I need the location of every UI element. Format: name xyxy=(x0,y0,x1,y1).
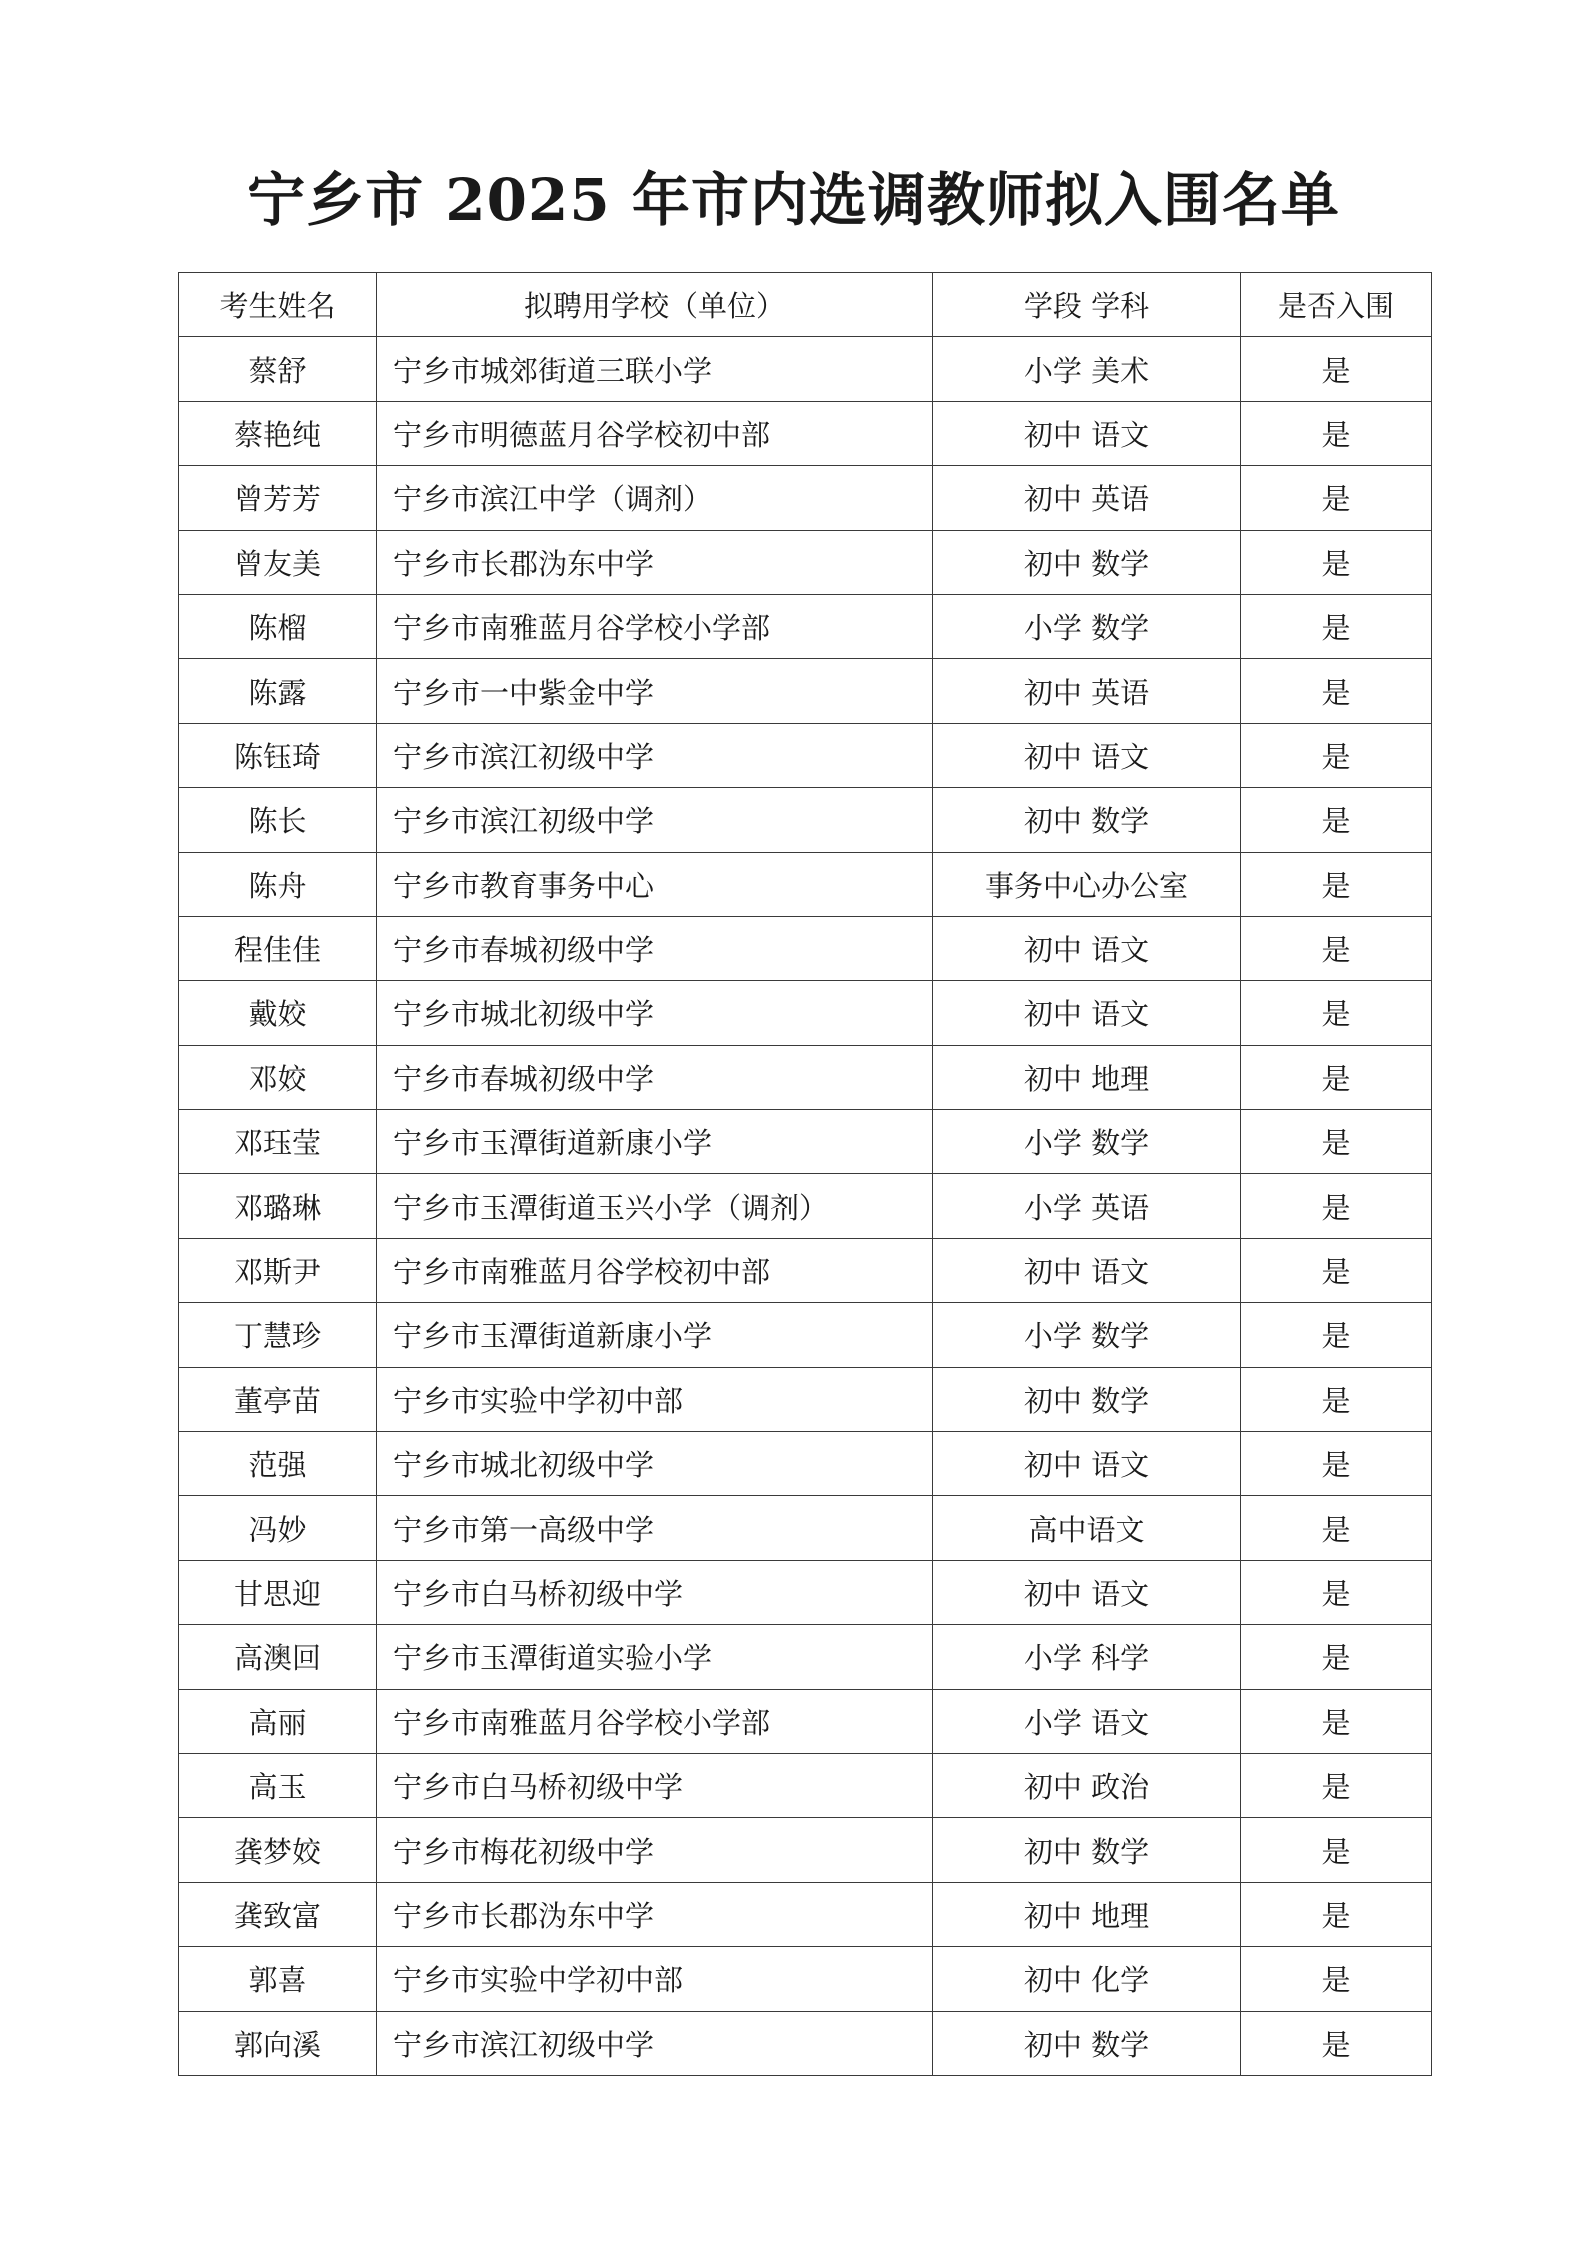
cell-name: 邓斯尹 xyxy=(179,1238,377,1302)
cell-name: 高丽 xyxy=(179,1689,377,1753)
table-header-row xyxy=(179,273,1432,337)
cell-status: 是 xyxy=(1241,981,1432,1045)
cell-name: 范强 xyxy=(179,1432,377,1496)
header-name: 考生姓名 xyxy=(179,273,377,337)
cell-subject: 初中 数学 xyxy=(933,530,1241,594)
cell-school: 宁乡市实验中学初中部 xyxy=(377,1367,933,1431)
cell-school: 宁乡市玉潭街道玉兴小学（调剂） xyxy=(377,1174,933,1238)
cell-subject: 初中 英语 xyxy=(933,466,1241,530)
cell-name: 陈露 xyxy=(179,659,377,723)
cell-status: 是 xyxy=(1241,852,1432,916)
cell-school: 宁乡市一中紫金中学 xyxy=(377,659,933,723)
cell-school: 宁乡市玉潭街道新康小学 xyxy=(377,1303,933,1367)
cell-subject: 初中 地理 xyxy=(933,1045,1241,1109)
cell-subject: 初中 语文 xyxy=(933,916,1241,980)
table-row xyxy=(179,1238,1432,1302)
cell-school: 宁乡市城北初级中学 xyxy=(377,981,933,1045)
candidate-table xyxy=(178,272,1432,2076)
table-row xyxy=(179,1625,1432,1689)
table-row xyxy=(179,916,1432,980)
cell-school: 宁乡市南雅蓝月谷学校小学部 xyxy=(377,1689,933,1753)
cell-status: 是 xyxy=(1241,788,1432,852)
table-row xyxy=(179,1689,1432,1753)
cell-status: 是 xyxy=(1241,1947,1432,2011)
cell-school: 宁乡市教育事务中心 xyxy=(377,852,933,916)
cell-subject: 初中 地理 xyxy=(933,1882,1241,1946)
table-row xyxy=(179,1432,1432,1496)
cell-school: 宁乡市城北初级中学 xyxy=(377,1432,933,1496)
table-body xyxy=(179,337,1432,2076)
table-row xyxy=(179,788,1432,852)
table-row xyxy=(179,981,1432,1045)
table-row xyxy=(179,530,1432,594)
cell-status: 是 xyxy=(1241,337,1432,401)
cell-school: 宁乡市白马桥初级中学 xyxy=(377,1753,933,1817)
cell-subject: 小学 科学 xyxy=(933,1625,1241,1689)
cell-subject: 小学 语文 xyxy=(933,1689,1241,1753)
table-row xyxy=(179,2011,1432,2075)
cell-status: 是 xyxy=(1241,2011,1432,2075)
cell-school: 宁乡市第一高级中学 xyxy=(377,1496,933,1560)
cell-name: 蔡舒 xyxy=(179,337,377,401)
header-school: 拟聘用学校（单位） xyxy=(377,273,933,337)
cell-subject: 初中 数学 xyxy=(933,788,1241,852)
cell-status: 是 xyxy=(1241,1367,1432,1431)
cell-name: 蔡艳纯 xyxy=(179,401,377,465)
cell-status: 是 xyxy=(1241,594,1432,658)
cell-school: 宁乡市玉潭街道实验小学 xyxy=(377,1625,933,1689)
cell-subject: 初中 语文 xyxy=(933,1432,1241,1496)
cell-subject: 事务中心办公室 xyxy=(933,852,1241,916)
cell-name: 程佳佳 xyxy=(179,916,377,980)
cell-school: 宁乡市南雅蓝月谷学校小学部 xyxy=(377,594,933,658)
cell-status: 是 xyxy=(1241,1045,1432,1109)
cell-status: 是 xyxy=(1241,1560,1432,1624)
cell-subject: 小学 数学 xyxy=(933,1303,1241,1367)
header-status: 是否入围 xyxy=(1241,273,1432,337)
table-row xyxy=(179,466,1432,530)
table-row xyxy=(179,594,1432,658)
table-row xyxy=(179,723,1432,787)
cell-school: 宁乡市滨江初级中学 xyxy=(377,2011,933,2075)
cell-subject: 高中语文 xyxy=(933,1496,1241,1560)
cell-school: 宁乡市实验中学初中部 xyxy=(377,1947,933,2011)
table-row xyxy=(179,1882,1432,1946)
cell-name: 高澳回 xyxy=(179,1625,377,1689)
cell-status: 是 xyxy=(1241,1303,1432,1367)
cell-name: 董亭苗 xyxy=(179,1367,377,1431)
cell-name: 邓姣 xyxy=(179,1045,377,1109)
cell-status: 是 xyxy=(1241,1496,1432,1560)
table-row xyxy=(179,659,1432,723)
table-row xyxy=(179,401,1432,465)
cell-subject: 初中 数学 xyxy=(933,1818,1241,1882)
cell-subject: 初中 语文 xyxy=(933,1238,1241,1302)
cell-school: 宁乡市城郊街道三联小学 xyxy=(377,337,933,401)
cell-school: 宁乡市南雅蓝月谷学校初中部 xyxy=(377,1238,933,1302)
cell-subject: 初中 语文 xyxy=(933,981,1241,1045)
table-row xyxy=(179,1753,1432,1817)
table-row xyxy=(179,1110,1432,1174)
cell-status: 是 xyxy=(1241,530,1432,594)
cell-school: 宁乡市长郡沩东中学 xyxy=(377,1882,933,1946)
cell-name: 陈榴 xyxy=(179,594,377,658)
cell-name: 陈长 xyxy=(179,788,377,852)
cell-name: 冯妙 xyxy=(179,1496,377,1560)
cell-name: 陈钰琦 xyxy=(179,723,377,787)
cell-name: 曾友美 xyxy=(179,530,377,594)
cell-status: 是 xyxy=(1241,1174,1432,1238)
cell-subject: 小学 数学 xyxy=(933,1110,1241,1174)
document-title: 宁乡市 2025 年市内选调教师拟入围名单 xyxy=(247,166,1340,234)
header-subject: 学段 学科 xyxy=(933,273,1241,337)
cell-status: 是 xyxy=(1241,1753,1432,1817)
cell-name: 曾芳芳 xyxy=(179,466,377,530)
table-row xyxy=(179,1303,1432,1367)
cell-subject: 初中 语文 xyxy=(933,723,1241,787)
table-row xyxy=(179,1174,1432,1238)
cell-school: 宁乡市滨江初级中学 xyxy=(377,788,933,852)
cell-name: 高玉 xyxy=(179,1753,377,1817)
cell-subject: 小学 英语 xyxy=(933,1174,1241,1238)
table-row xyxy=(179,1947,1432,2011)
cell-name: 陈舟 xyxy=(179,852,377,916)
cell-status: 是 xyxy=(1241,1432,1432,1496)
cell-status: 是 xyxy=(1241,1689,1432,1753)
cell-subject: 小学 美术 xyxy=(933,337,1241,401)
cell-name: 邓珏莹 xyxy=(179,1110,377,1174)
cell-school: 宁乡市春城初级中学 xyxy=(377,916,933,980)
cell-name: 龚梦姣 xyxy=(179,1818,377,1882)
cell-name: 郭向溪 xyxy=(179,2011,377,2075)
cell-name: 邓璐琳 xyxy=(179,1174,377,1238)
cell-subject: 小学 数学 xyxy=(933,594,1241,658)
cell-subject: 初中 语文 xyxy=(933,1560,1241,1624)
cell-status: 是 xyxy=(1241,916,1432,980)
cell-school: 宁乡市明德蓝月谷学校初中部 xyxy=(377,401,933,465)
table-row xyxy=(179,1367,1432,1431)
cell-school: 宁乡市长郡沩东中学 xyxy=(377,530,933,594)
cell-name: 甘思迎 xyxy=(179,1560,377,1624)
table-row xyxy=(179,852,1432,916)
table-row xyxy=(179,1045,1432,1109)
cell-subject: 初中 数学 xyxy=(933,1367,1241,1431)
cell-status: 是 xyxy=(1241,466,1432,530)
cell-status: 是 xyxy=(1241,1110,1432,1174)
cell-subject: 初中 数学 xyxy=(933,2011,1241,2075)
cell-status: 是 xyxy=(1241,723,1432,787)
cell-subject: 初中 英语 xyxy=(933,659,1241,723)
cell-status: 是 xyxy=(1241,1238,1432,1302)
cell-school: 宁乡市滨江初级中学 xyxy=(377,723,933,787)
cell-status: 是 xyxy=(1241,401,1432,465)
cell-name: 郭喜 xyxy=(179,1947,377,2011)
cell-school: 宁乡市春城初级中学 xyxy=(377,1045,933,1109)
cell-name: 龚致富 xyxy=(179,1882,377,1946)
cell-school: 宁乡市玉潭街道新康小学 xyxy=(377,1110,933,1174)
cell-school: 宁乡市白马桥初级中学 xyxy=(377,1560,933,1624)
cell-status: 是 xyxy=(1241,1818,1432,1882)
cell-status: 是 xyxy=(1241,1625,1432,1689)
cell-name: 戴姣 xyxy=(179,981,377,1045)
cell-subject: 初中 语文 xyxy=(933,401,1241,465)
cell-subject: 初中 政治 xyxy=(933,1753,1241,1817)
cell-name: 丁慧珍 xyxy=(179,1303,377,1367)
table-row xyxy=(179,337,1432,401)
cell-status: 是 xyxy=(1241,1882,1432,1946)
table-row xyxy=(179,1560,1432,1624)
table-row xyxy=(179,1496,1432,1560)
cell-subject: 初中 化学 xyxy=(933,1947,1241,2011)
cell-status: 是 xyxy=(1241,659,1432,723)
cell-school: 宁乡市滨江中学（调剂） xyxy=(377,466,933,530)
cell-school: 宁乡市梅花初级中学 xyxy=(377,1818,933,1882)
table-row xyxy=(179,1818,1432,1882)
